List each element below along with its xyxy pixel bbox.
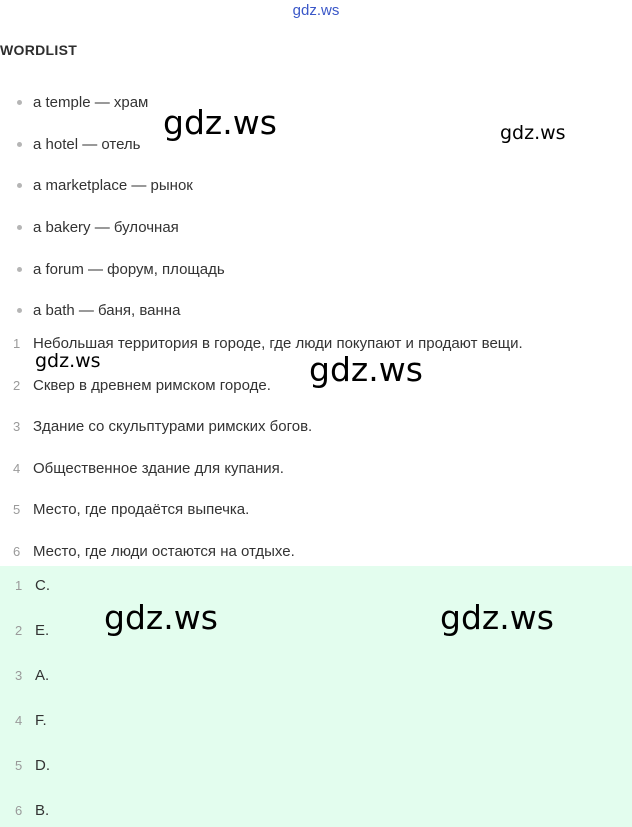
answer-number: 1 bbox=[15, 577, 23, 593]
bullet-icon bbox=[17, 225, 22, 230]
definition-text: Сквер в древнем римском городе. bbox=[33, 376, 271, 394]
definition-item bbox=[0, 497, 249, 521]
watermark: gdz.ws bbox=[500, 122, 566, 144]
bullet-icon bbox=[17, 183, 22, 188]
answer-item bbox=[0, 663, 49, 687]
answer-item bbox=[0, 708, 47, 732]
definition-item bbox=[0, 539, 295, 563]
watermark: gdz.ws bbox=[440, 598, 554, 637]
bullet-icon bbox=[17, 267, 22, 272]
definition-text: Общественное здание для купания. bbox=[33, 459, 284, 477]
wordlist-heading: WORDLIST bbox=[0, 42, 78, 58]
wordlist-item bbox=[0, 215, 179, 239]
bullet-icon bbox=[17, 142, 22, 147]
wordlist-item-text: a hotel — отель bbox=[33, 135, 141, 153]
answer-text: A. bbox=[35, 666, 50, 684]
definition-item bbox=[0, 373, 271, 397]
definition-text: Здание со скульптурами римских богов. bbox=[33, 417, 313, 435]
wordlist-item-text: a bakery — булочная bbox=[33, 218, 179, 236]
answer-number: 4 bbox=[15, 712, 23, 728]
answer-number: 5 bbox=[15, 757, 23, 773]
answer-number: 3 bbox=[15, 667, 23, 683]
definition-text: Небольшая территория в городе, где люди покупают и продают вещи. bbox=[33, 334, 523, 352]
watermark: gdz.ws bbox=[35, 350, 101, 372]
answer-number: 6 bbox=[15, 802, 23, 818]
definition-number: 1 bbox=[13, 335, 21, 351]
definition-number: 4 bbox=[13, 460, 21, 476]
wordlist-item-text: a bath — баня, ванна bbox=[33, 301, 181, 319]
answer-text: D. bbox=[35, 756, 50, 774]
bullet-icon bbox=[17, 100, 22, 105]
definition-text: Место, где люди остаются на отдыхе. bbox=[33, 542, 295, 560]
definition-text: Место, где продаётся выпечка. bbox=[33, 500, 250, 518]
watermark: gdz.ws bbox=[104, 598, 218, 637]
definition-item bbox=[0, 456, 284, 480]
wordlist-item-text: a marketplace — рынок bbox=[33, 176, 193, 194]
bullet-icon bbox=[17, 308, 22, 313]
definition-number: 5 bbox=[13, 501, 21, 517]
answer-text: C. bbox=[35, 576, 50, 594]
wordlist-item bbox=[0, 90, 148, 114]
answer-item bbox=[0, 573, 50, 597]
answer-text: E. bbox=[35, 621, 50, 639]
definition-number: 6 bbox=[13, 543, 21, 559]
definition-number: 3 bbox=[13, 418, 21, 434]
wordlist-item bbox=[0, 173, 193, 197]
wordlist-item bbox=[0, 132, 141, 156]
answer-item bbox=[0, 798, 49, 822]
wordlist-item bbox=[0, 257, 225, 281]
definition-item bbox=[0, 414, 312, 438]
answer-item bbox=[0, 618, 49, 642]
answer-number: 2 bbox=[15, 622, 23, 638]
definition-number: 2 bbox=[13, 377, 21, 393]
wordlist-item-text: a temple — храм bbox=[33, 93, 149, 111]
watermark: gdz.ws bbox=[309, 350, 423, 389]
watermark: gdz.ws bbox=[163, 103, 277, 142]
wordlist-item bbox=[0, 298, 180, 322]
answer-item bbox=[0, 753, 50, 777]
wordlist-item-text: a forum — форум, площадь bbox=[33, 260, 225, 278]
answer-text: B. bbox=[35, 801, 50, 819]
top-watermark: gdz.ws bbox=[292, 2, 340, 19]
answer-text: F. bbox=[35, 711, 47, 729]
